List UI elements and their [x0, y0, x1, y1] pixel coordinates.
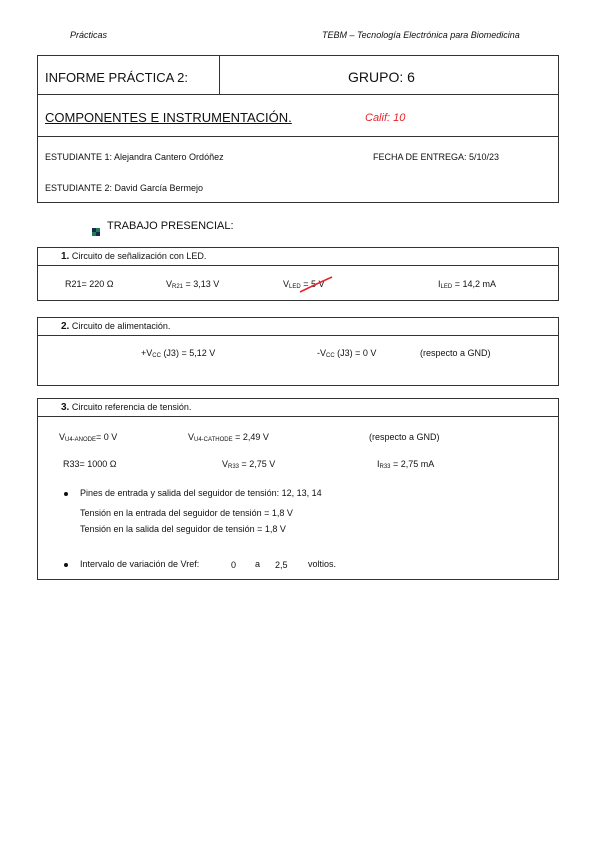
v-r21-subscript: R21: [172, 284, 184, 290]
grade: Calif: 10: [365, 112, 406, 124]
v-r33-subscript: R33: [228, 464, 240, 470]
v-r21: [166, 279, 219, 290]
v-u4-cathode-symbol: V: [188, 432, 195, 442]
vcc-negative: [317, 348, 376, 359]
pins-bullet: Pines de entrada y salida del seguidor de tensión: 12, 13, 14: [80, 488, 322, 498]
header-right: TEBM – Tecnología Electrónica para Biomedicina: [322, 30, 520, 40]
i-r33-subscript: R33: [379, 464, 391, 470]
r33-value: R33= 1000 Ω: [63, 459, 117, 469]
i-led-number: = 14,2 mA: [452, 279, 496, 289]
r21-value: R21= 220 Ω: [65, 279, 114, 289]
section-3-title-text: Circuito referencia de tensión.: [71, 402, 192, 412]
gnd-reference: (respecto a GND): [420, 348, 491, 358]
v-r33: [222, 459, 275, 470]
report-title: INFORME PRÁCTICA 2:: [45, 70, 189, 85]
report-info-box: [37, 55, 559, 203]
v-r33-number: = 2,75 V: [239, 459, 276, 469]
v-u4-cathode-number: = 2,49 V: [232, 432, 269, 442]
header-left: Prácticas: [70, 30, 108, 40]
bullet-dot-2: [64, 563, 68, 567]
group-field: [348, 69, 415, 85]
section-1-number: 1.: [61, 251, 70, 262]
v-r21-number: = 3,13 V: [183, 279, 220, 289]
section-square-icon: [92, 223, 100, 231]
vref-range-label: Intervalo de variación de Vref:: [80, 559, 200, 569]
v-u4-cathode-subscript: U4-CATHODE: [194, 437, 233, 443]
vref-range-separator: a: [255, 559, 261, 569]
group-value: 6: [407, 69, 415, 85]
tension-out: Tensión en la salida del seguidor de tensión = 1,8 V: [80, 524, 286, 534]
section-3-gnd-reference: (respecto a GND): [369, 432, 440, 442]
v-u4-anode-number: = 0 V: [96, 432, 118, 442]
section-2-title-text: Circuito de alimentación.: [71, 321, 171, 331]
section-3-divider: [38, 416, 558, 417]
tension-in: Tensión en la entrada del seguidor de tensión = 1,8 V: [80, 508, 293, 518]
group-label: GRUPO:: [348, 69, 404, 85]
i-r33-symbol: I: [377, 459, 380, 469]
v-led-subscript: LED: [289, 284, 301, 290]
v-u4-cathode: [188, 432, 269, 443]
v-r33-symbol: V: [222, 459, 229, 469]
v-led-number: = 5 V: [300, 279, 325, 289]
section-1-title-text: Circuito de señalización con LED.: [71, 251, 207, 261]
i-r33: [377, 459, 434, 470]
title-divider: [38, 94, 558, 95]
vcc-positive: [141, 348, 215, 359]
vref-range-unit: voltios.: [308, 559, 337, 569]
student-1: ESTUDIANTE 1: Alejandra Cantero Ordóñez: [45, 152, 224, 162]
v-r21-symbol: V: [166, 279, 173, 289]
i-led-subscript: LED: [440, 284, 453, 290]
report-subtitle: COMPONENTES E INSTRUMENTACIÓN.: [45, 110, 292, 125]
student-2: ESTUDIANTE 2: David García Bermejo: [45, 183, 204, 193]
title-vertical-divider: [219, 56, 220, 94]
vcc-negative-symbol: -V: [317, 348, 326, 358]
v-u4-anode-subscript: U4-ANODE: [65, 437, 97, 443]
section-3-box: [37, 398, 559, 580]
bullet-dot-1: [64, 492, 68, 496]
v-u4-anode-symbol: V: [59, 432, 66, 442]
i-led: [438, 279, 496, 290]
vcc-positive-number: (J3) = 5,12 V: [160, 348, 216, 358]
vcc-negative-number: (J3) = 0 V: [334, 348, 377, 358]
vref-range-min: 0: [231, 560, 237, 570]
delivery-date: FECHA DE ENTREGA: 5/10/23: [373, 152, 500, 162]
v-led-symbol: V: [283, 279, 290, 289]
section-3-title: [61, 402, 191, 413]
section-1-title: [61, 251, 206, 262]
vref-range-max: 2,5: [275, 560, 288, 570]
i-led-symbol: I: [438, 279, 441, 289]
i-r33-number: = 2,75 mA: [390, 459, 435, 469]
section-2-box: [37, 317, 559, 386]
section-1-divider: [38, 265, 558, 266]
vcc-positive-symbol: +V: [141, 348, 153, 358]
v-u4-anode: [59, 432, 117, 443]
section-2-title: [61, 321, 170, 332]
vcc-negative-subscript: CC: [326, 353, 335, 359]
strike-mark-icon: [298, 276, 334, 294]
section-2-divider: [38, 335, 558, 336]
section-1-box: [37, 247, 559, 301]
section-3-number: 3.: [61, 402, 70, 413]
vcc-positive-subscript: CC: [152, 353, 161, 359]
section-heading: TRABAJO PRESENCIAL:: [107, 220, 234, 232]
subtitle-divider: [38, 136, 558, 137]
section-2-number: 2.: [61, 321, 70, 332]
